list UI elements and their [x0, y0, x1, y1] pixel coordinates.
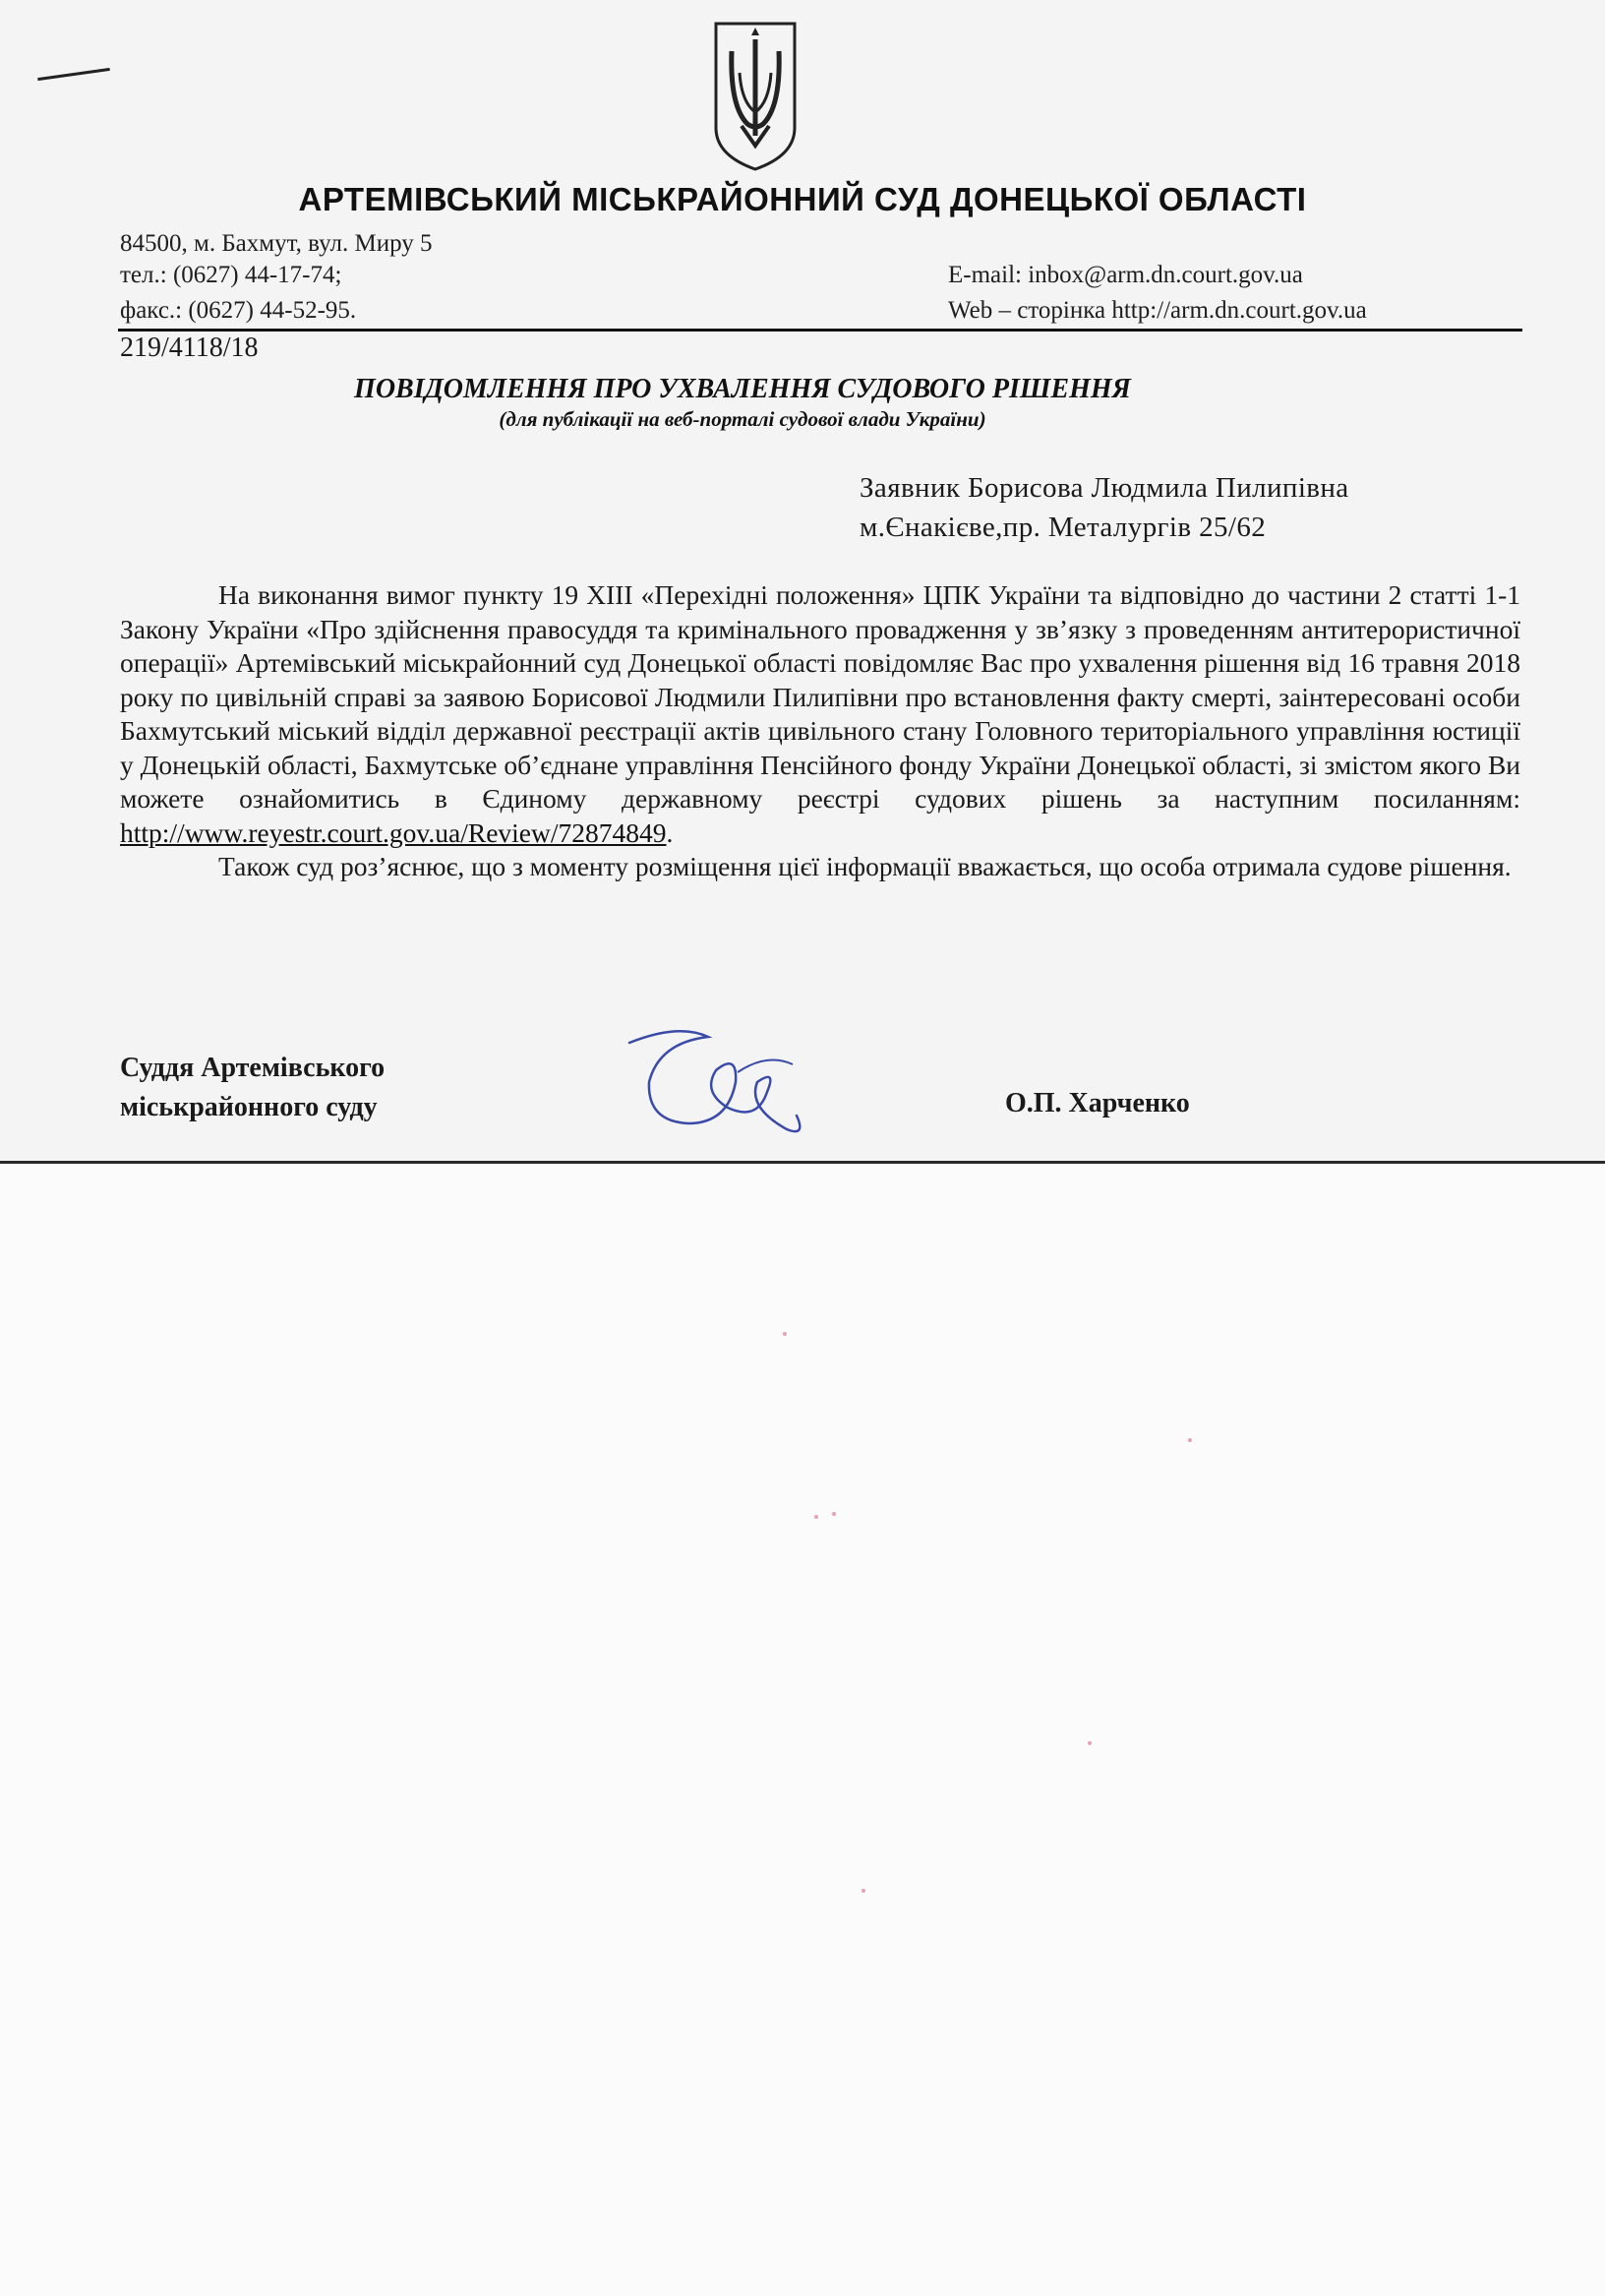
addressee-block [860, 468, 1349, 547]
court-email[interactable]: E-mail: inbox@arm.dn.court.gov.ua [948, 262, 1303, 288]
paper-speck [862, 1889, 865, 1893]
body-paragraph-2: Також суд роз’яснює, що з моменту розміщення цієї інформації вважається, що особа отримала судове рішення. [218, 851, 1512, 881]
trident-coat-of-arms-icon [710, 18, 801, 173]
scan-mark [37, 68, 110, 81]
court-website[interactable]: Web – сторінка http://arm.dn.court.gov.ua [948, 297, 1367, 324]
handwritten-signature-icon [620, 1013, 836, 1151]
addressee-address: м.Єнакієве,пр. Металургів 25/62 [860, 512, 1267, 543]
body-paragraph-1-text: На виконання вимог пункту 19 XIII «Перехідні положення» ЦПК України та відповідно до частини 2 статті 1-1 Закону України «Про здійснення правосуддя та кримінального провадження у зв’язку з проведенням антитерористичної операції» Артемівський міськрайонний суд Донецької області повідомляє Вас про ухвалення рішення від 16 травня 2018 року по цивільній справі за заявою Борисової Людмили Пилипівни про встановлення факту смерті, заінтересовані особи Бахмутський міський відділ державної реєстрації актів цивільного стану Головного територіального управління юстиції у Донецькій області, Бахмутське об’єднане управління Пенсійного фонду України Донецької області, зі змістом якого Ви можете ознайомитись в Єдиному державному реєстрі судових рішень за наступним посиланням: [120, 579, 1520, 814]
paper-speck [832, 1512, 836, 1516]
judge-name: О.П. Харченко [1005, 1088, 1190, 1118]
notice-title: ПОВІДОМЛЕННЯ ПРО УХВАЛЕННЯ СУДОВОГО РІШЕННЯ [354, 374, 1131, 404]
registry-link[interactable]: http://www.reyestr.court.gov.ua/Review/72874849 [120, 816, 667, 848]
court-name: АРТЕМІВСЬКИЙ МІСЬКРАЙОННИЙ СУД ДОНЕЦЬКОЇ ОБЛАСТІ [298, 181, 1307, 217]
body-paragraph-1 [120, 578, 1520, 850]
notice-body [120, 578, 1520, 884]
case-number: 219/4118/18 [120, 332, 259, 363]
addressee-name: Заявник Борисова Людмила Пилипівна [860, 472, 1349, 504]
header-divider [118, 329, 1522, 332]
body-paragraph-1-end: . [666, 816, 674, 848]
judge-position [120, 1049, 385, 1127]
paper-speck [1088, 1741, 1092, 1745]
judge-position-line-1: Суддя Артемівського [120, 1053, 386, 1083]
paper-speck [814, 1515, 818, 1519]
blank-lower-page [0, 1164, 1605, 2296]
court-fax: факс.: (0627) 44-52-95. [120, 297, 357, 324]
judge-position-line-2: міськрайонного суду [120, 1092, 378, 1122]
paper-speck [783, 1332, 787, 1336]
notice-subtitle: (для публікації на веб-порталі судової влади України) [499, 407, 986, 431]
court-phone: тел.: (0627) 44-17-74; [120, 262, 342, 288]
paper-speck [1188, 1438, 1192, 1442]
court-address: 84500, м. Бахмут, вул. Миру 5 [120, 230, 433, 257]
